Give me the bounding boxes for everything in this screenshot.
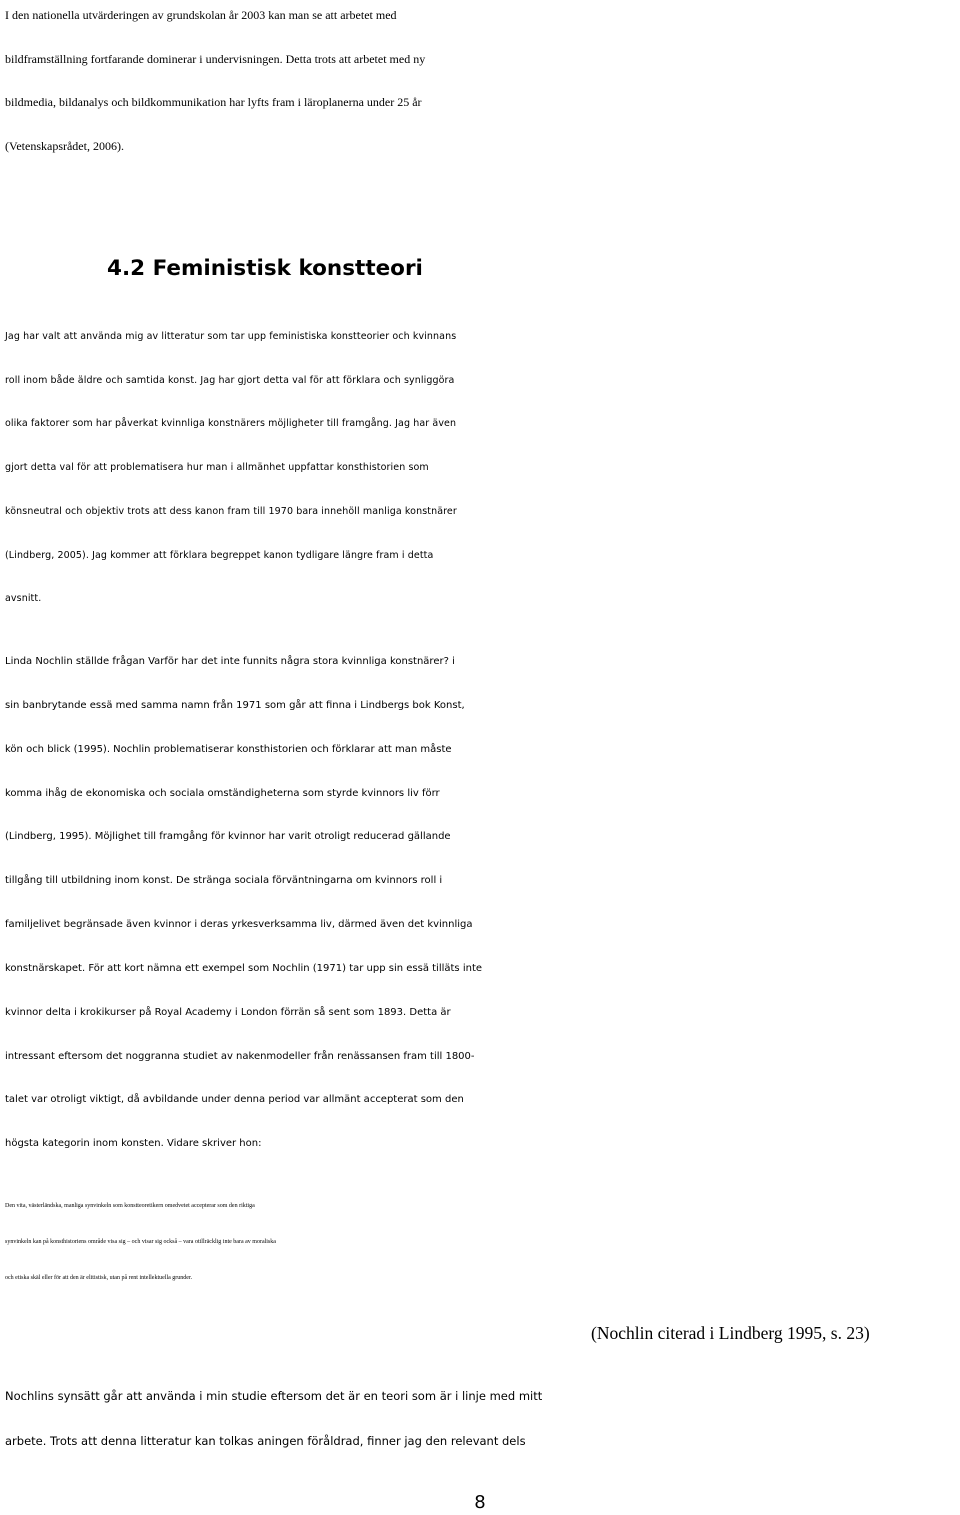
intro-paragraph [5, 0, 957, 168]
text-line: konstnärskapet. För att kort nämna ett exempel som Nochlin (1971) tar upp sin essä tilläts inte [5, 962, 483, 974]
text-line: kvinnor delta i krokikurser på Royal Academy i London förrän så sent som 1893. Detta är [5, 1006, 451, 1018]
nochlin-paragraph [5, 640, 957, 1166]
text-line: roll inom både äldre och samtida konst. Jag har gjort detta val för att förklara och synliggöra [5, 374, 455, 386]
page-number: 8 [474, 1492, 486, 1513]
text-line: bildframställning fortfarande dominerar i undervisningen. Detta trots att arbetet med ny [5, 51, 426, 66]
text-line: familjelivet begränsade även kvinnor i deras yrkesverksamma liv, därmed även det kvinnliga [5, 919, 473, 931]
text-line: arbete. Trots att denna litteratur kan tolkas aningen föråldrad, finner jag den relevant dels [5, 1434, 526, 1448]
text-line: Jag har valt att använda mig av litteratur som tar upp feministiska konstteorier och kvinnans [5, 331, 457, 342]
final-paragraph [5, 1374, 957, 1464]
quote-line: Den vita, västerländska, manliga synvinkeln som konstteoretikern omedvetet accepterar som den riktiga [5, 1203, 255, 1209]
text-line: avsnitt. [5, 593, 42, 605]
text-line: högsta kategorin inom konsten. Vidare skriver hon: [5, 1138, 262, 1150]
section-heading: 4.2 Feministisk konstteori [107, 256, 423, 281]
text-line: (Vetenskapsrådet, 2006). [5, 138, 124, 153]
text-line: talet var otroligt viktigt, då avbildande under denna period var allmänt accepterat som den [5, 1094, 464, 1106]
quote-line: och etiska skäl eller för att den är elitistisk, utan på rent intellektuella grunder. [5, 1275, 193, 1281]
quote-citation: (Nochlin citerad i Lindberg 1995, s. 23) [591, 1323, 870, 1343]
block-quote [5, 1188, 957, 1296]
text-line: könsneutral och objektiv trots att dess kanon fram till 1970 bara innehöll manliga konstnärer [5, 505, 457, 517]
text-line: komma ihåg de ekonomiska och sociala omständigheterna som styrde kvinnors liv förr [5, 787, 440, 799]
text-line: olika faktorer som har påverkat kvinnliga konstnärers möjligheter till framgång. Jag har även [5, 418, 457, 430]
text-line: Linda Nochlin ställde frågan Varför har det inte funnits några stora kvinnliga konstnärer? i [5, 656, 455, 667]
text-line: I den nationella utvärderingen av grundskolan år 2003 kan man se att arbetet med [5, 8, 397, 22]
main-paragraph [5, 315, 957, 621]
text-line: tillgång till utbildning inom konst. De stränga sociala förväntningarna om kvinnors roll i [5, 875, 443, 887]
text-line: (Lindberg, 2005). Jag kommer att förklara begreppet kanon tydligare längre fram i detta [5, 549, 434, 561]
text-line: intressant eftersom det noggranna studiet av nakenmodeller från renässansen fram till 1800- [5, 1050, 475, 1062]
text-line: gjort detta val för att problematisera hur man i allmänhet uppfattar konsthistorien som [5, 462, 429, 474]
text-line: sin banbrytande essä med samma namn från 1971 som går att finna i Lindbergs bok Konst, [5, 699, 465, 711]
quote-line: synvinkeln kan på konsthistoriens område visa sig – och visar sig också – vara otillräcklig inte bara av moraliska [5, 1239, 276, 1245]
text-line: (Lindberg, 1995). Möjlighet till framgång för kvinnor har varit otroligt reducerad gällande [5, 831, 451, 843]
text-line: bildmedia, bildanalys och bildkommunikation har lyfts fram i läroplanerna under 25 år [5, 95, 422, 109]
text-line: Nochlins synsätt går att använda i min studie eftersom det är en teori som är i linje med mitt [5, 1389, 543, 1403]
text-line: kön och blick (1995). Nochlin problematiserar konsthistorien och förklarar att man måste [5, 743, 452, 755]
